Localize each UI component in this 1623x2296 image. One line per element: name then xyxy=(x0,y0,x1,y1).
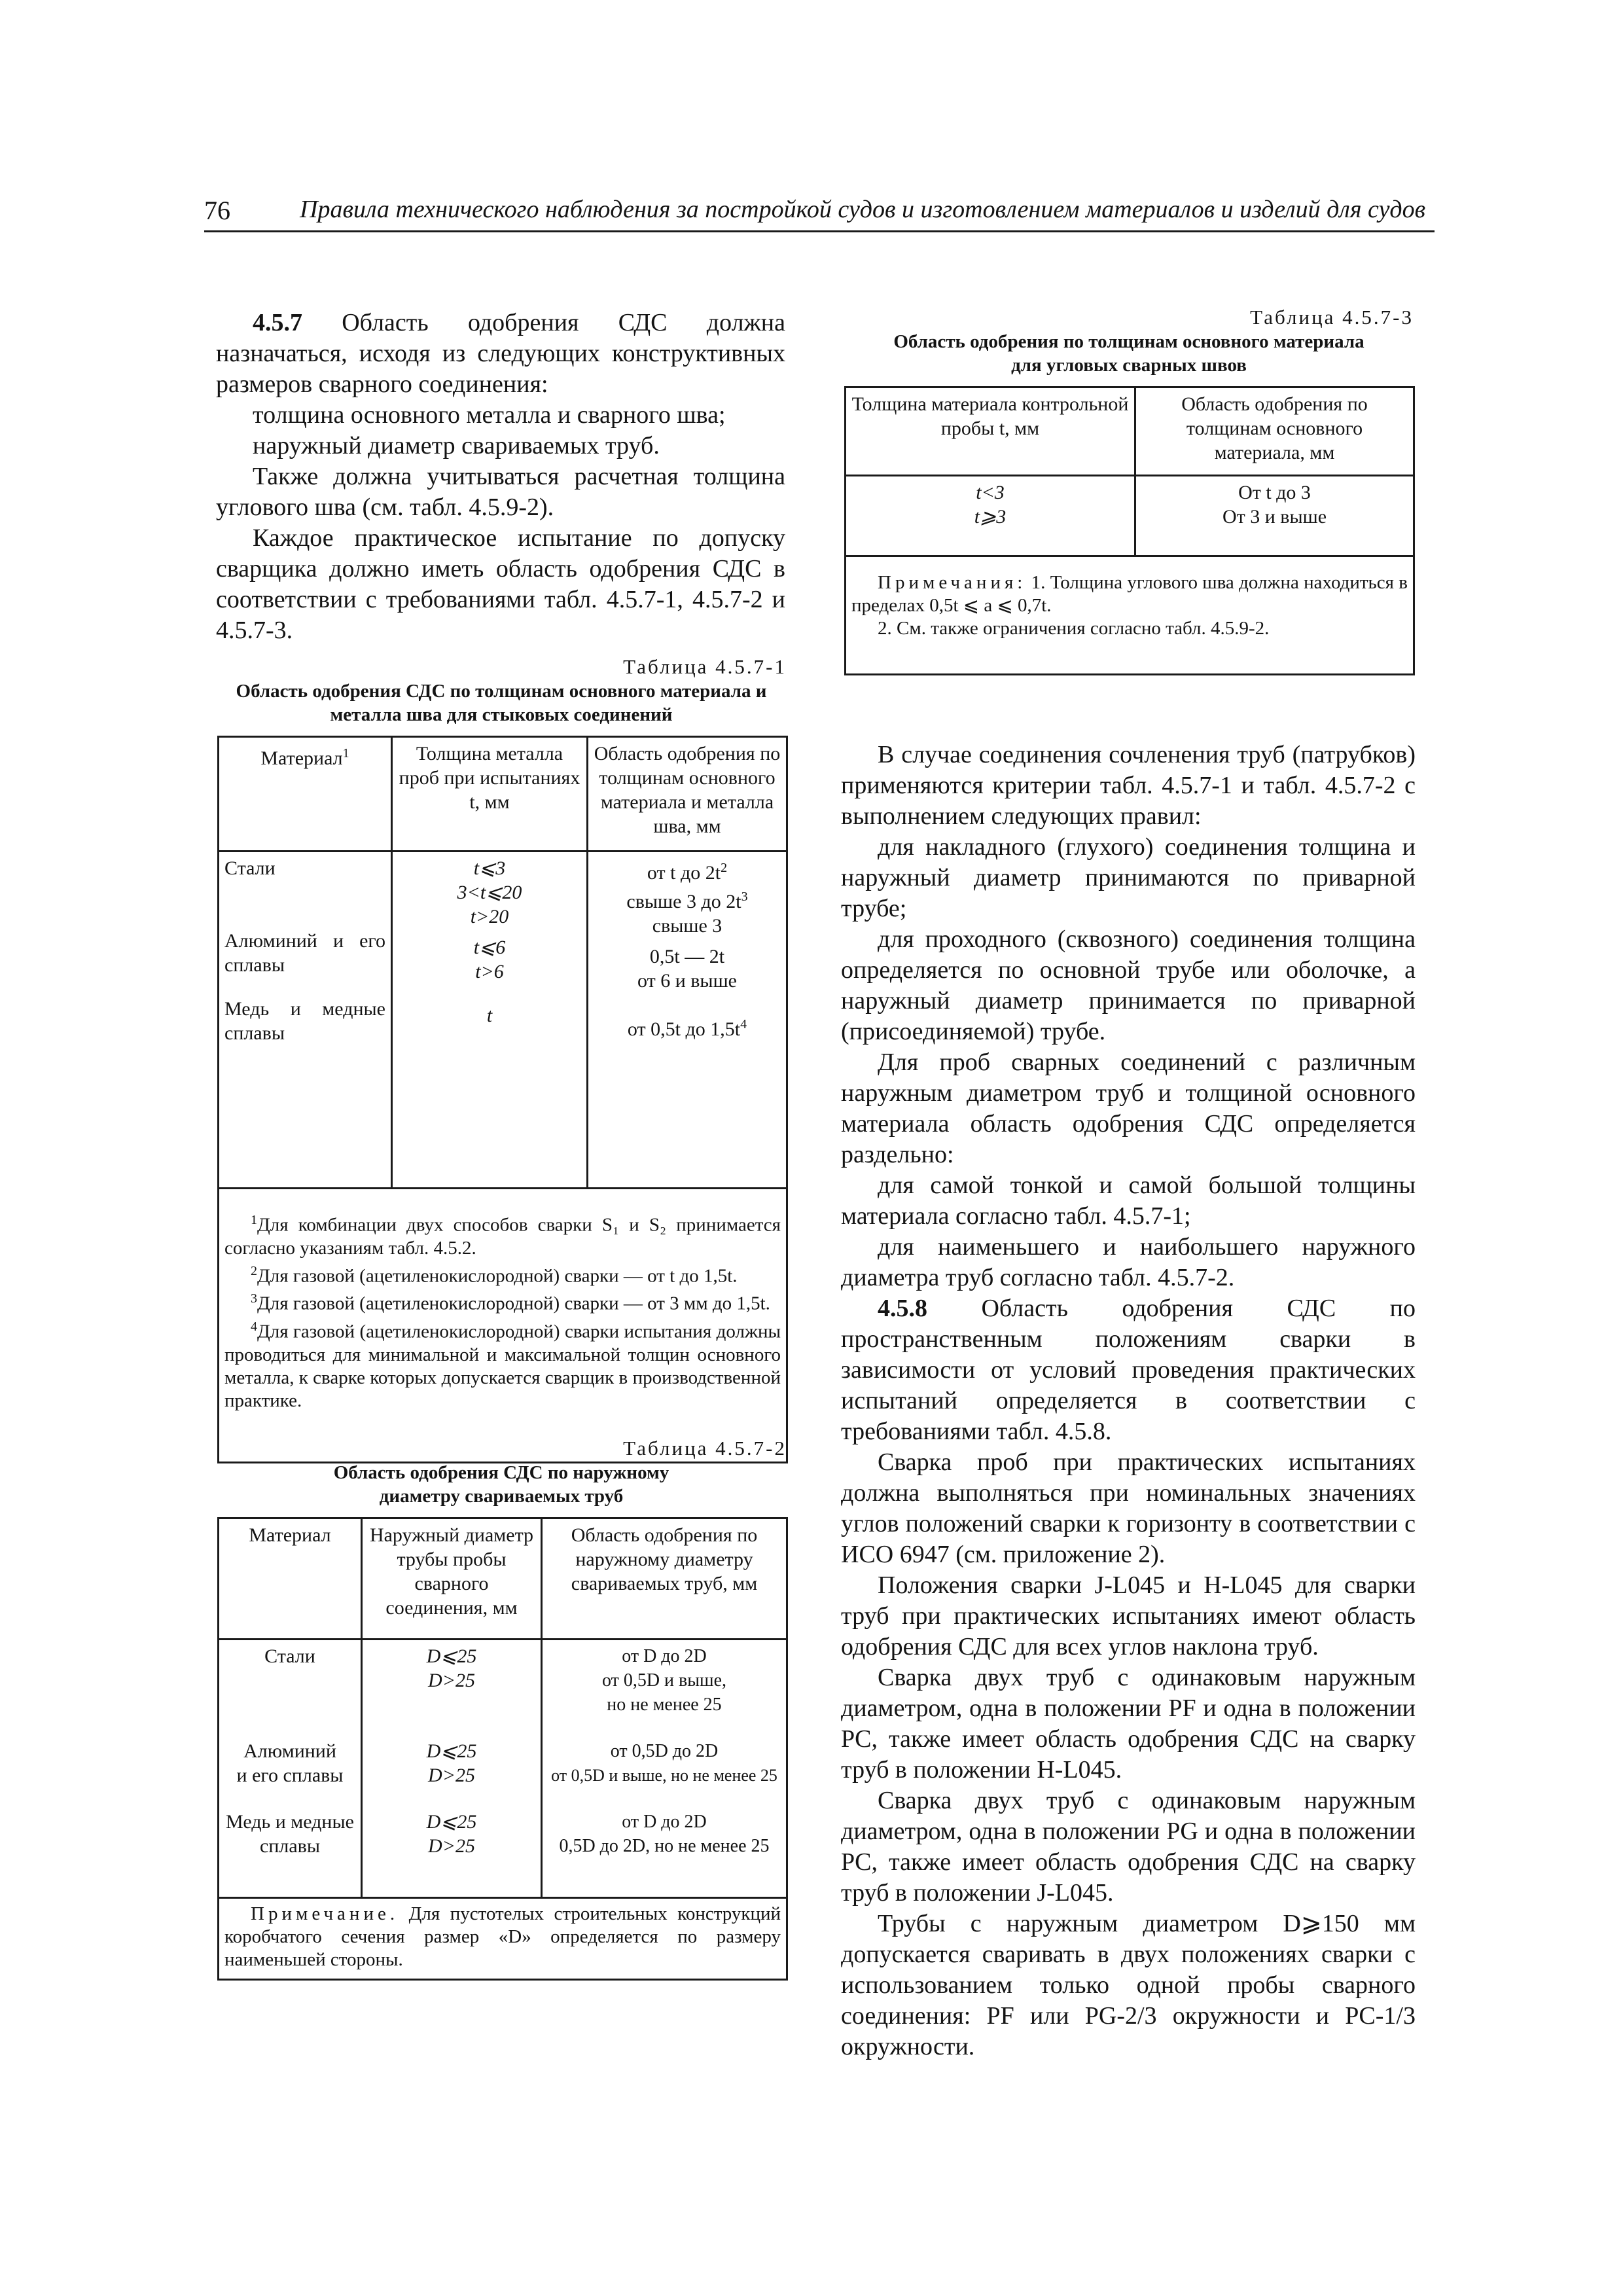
value: t>20 xyxy=(470,906,509,927)
table-label: Таблица 4.5.7-2 xyxy=(623,1437,787,1460)
footnote-text: Для газовой (ацетиленокислородной) сварки — от 3 мм до 1,5t. xyxy=(257,1293,770,1314)
header-rule xyxy=(204,230,1435,232)
footnote-ref: 4 xyxy=(740,1017,747,1031)
footnote-mark: 1 xyxy=(251,1213,257,1227)
area-cell xyxy=(1135,476,1414,556)
note-body: 1. Толщина углового шва должна находиться в пределах 0,5t ⩽ a ⩽ 0,7t. xyxy=(851,572,1408,616)
running-title: Правила технического наблюдения за постройкой судов и изготовлением материалов и изделий для судов xyxy=(300,196,1426,223)
paragraph: для самой тонкой и самой большой толщины материала согласно табл. 4.5.7-1; xyxy=(841,1172,1416,1230)
table-note xyxy=(219,1898,787,1980)
material-copper: сплавы xyxy=(260,1835,320,1857)
table-label: Таблица 4.5.7-3 xyxy=(1250,306,1414,329)
table-note xyxy=(846,556,1414,675)
thickness-cell xyxy=(392,852,588,1189)
paragraph: Сварка проб при практических испытаниях должна выполняться при номинальных значениях углов положений сварки к горизонту в соответствии с ИСО 6947 (см. приложение 2). xyxy=(841,1448,1416,1568)
header-cell xyxy=(219,737,392,852)
table-title: Область одобрения СДС по наружному диаметру свариваемых труб xyxy=(333,1462,669,1507)
table-title: Область одобрения по толщинам основного материала для угловых сварных швов xyxy=(893,331,1364,376)
paragraph: Положения сварки J-L045 и H-L045 для сварки труб при практических испытаниях имеют область одобрения СДС для всех углов наклона труб. xyxy=(841,1571,1416,1660)
footnote-text: Для комбинации двух способов сварки S₁ и S₂ принимается согласно указаниям табл. 4.5.2. xyxy=(224,1214,781,1259)
footnote-mark: 4 xyxy=(251,1319,257,1334)
paragraph: толщина основного металла и сварного шва; xyxy=(253,401,726,429)
paragraph-4-5-7 xyxy=(216,308,785,400)
footnote-ref: 2 xyxy=(721,861,728,875)
header-cell: Область одобрения по толщинам основного материала, мм xyxy=(1135,387,1414,476)
material-copper: Медь и медные сплавы xyxy=(224,998,385,1044)
area-cell xyxy=(542,1640,787,1898)
paragraph-text: Область одобрения СДС должна назначаться, исходя из следующих конструктивных размеров сварного соединения: xyxy=(216,309,785,398)
value: t<3 xyxy=(976,482,1005,503)
footnote xyxy=(224,1209,781,1260)
table-title: Область одобрения СДС по толщинам основного материала и металла шва для стыковых соединений xyxy=(236,681,767,725)
paragraph: Каждое практическое испытание по допуску сварщика должно иметь область одобрения СДС в соответствии с требованиями табл. 4.5.7-1, 4.5.7-2 и 4.5.7-3. xyxy=(216,524,785,644)
footnote xyxy=(224,1316,781,1412)
paragraph: В случае соединения сочленения труб (патрубков) применяются критерии табл. 4.5.7-1 и табл. 4.5.7-2 с выполнением следующих правил: xyxy=(841,741,1416,830)
note-text xyxy=(224,1903,781,1971)
material-cell xyxy=(219,852,392,1189)
section-number: 4.5.8 xyxy=(878,1295,927,1322)
footnote-ref: 1 xyxy=(342,746,349,761)
header-text: Материал xyxy=(260,747,343,769)
value: но не менее 25 xyxy=(607,1695,722,1715)
value: t xyxy=(486,1005,493,1026)
value: от D до 2D xyxy=(622,1812,707,1832)
value-text: от t до 2t xyxy=(647,862,721,884)
value: D>25 xyxy=(428,1670,475,1691)
value: от 6 и выше xyxy=(637,970,737,992)
value: D>25 xyxy=(428,1835,475,1857)
right-column-text xyxy=(841,740,1416,2062)
paragraph: Для проб сварных соединений с различным наружным диаметром труб и толщиной основного материала область одобрения СДС определяется раздельно: xyxy=(841,1049,1416,1168)
header-cell: Материал xyxy=(219,1518,362,1640)
value: 0,5t — 2t xyxy=(649,946,725,967)
table-4-5-7-2 xyxy=(217,1517,788,1981)
value: от 0,5D и выше, но не менее 25 xyxy=(551,1766,777,1785)
paragraph: для наименьшего и наибольшего наружного диаметра труб согласно табл. 4.5.7-2. xyxy=(841,1233,1416,1291)
header-cell: Толщина материала контрольной пробы t, мм xyxy=(846,387,1135,476)
material-cell xyxy=(219,1640,362,1898)
page-number: 76 xyxy=(204,196,230,225)
header-cell: Толщина металла проб при испытаниях t, мм xyxy=(392,737,588,852)
paragraph: для проходного (сквозного) соединения толщина определяется по основной трубе или оболочке, а наружный диаметр принимается по приварной (присоединяемой) трубе. xyxy=(841,925,1416,1045)
table-footnotes xyxy=(219,1189,787,1463)
table-4-5-7-3 xyxy=(844,386,1415,675)
paragraph: Также должна учитываться расчетная толщина углового шва (см. табл. 4.5.9-2). xyxy=(216,463,785,521)
value: t⩽3 xyxy=(473,857,506,879)
left-column-text xyxy=(216,308,785,646)
table-4-5-7-1 xyxy=(217,736,788,1463)
value: От t до 3 xyxy=(1238,482,1311,503)
footnote-mark: 3 xyxy=(251,1291,257,1306)
note-label: Примечания: xyxy=(878,572,1027,593)
footnote-ref: 3 xyxy=(741,889,748,904)
table-4-5-7-2-caption xyxy=(216,1436,787,1508)
value: 0,5D до 2D, но не менее 25 xyxy=(559,1836,770,1856)
material-steel: Стали xyxy=(224,857,276,879)
note-text xyxy=(851,571,1408,617)
value: от D до 2D xyxy=(622,1646,707,1666)
note-body: 2. См. также ограничения согласно табл. 4.5.9-2. xyxy=(878,618,1270,639)
value: D⩽25 xyxy=(426,1645,477,1667)
value: D>25 xyxy=(428,1765,475,1786)
table-4-5-7-3-caption xyxy=(844,305,1414,377)
footnote-mark: 2 xyxy=(251,1263,257,1278)
value: от 0,5D до 2D xyxy=(610,1741,719,1761)
note-body: Для пустотелых строительных конструкций коробчатого сечения размер «D» определяется по размеру наименьшей стороны. xyxy=(224,1903,781,1970)
header-cell: Область одобрения по наружному диаметру свариваемых труб, мм xyxy=(542,1518,787,1640)
material-aluminium: Алюминий xyxy=(243,1740,336,1762)
value-text: свыше 3 до 2t xyxy=(626,891,741,912)
section-number: 4.5.7 xyxy=(253,309,302,336)
value: От 3 и выше xyxy=(1222,506,1327,528)
paragraph: для накладного (глухого) соединения толщина и наружный диаметр принимаются по приварной трубе; xyxy=(841,833,1416,922)
value-text: от 0,5t до 1,5t xyxy=(627,1018,741,1040)
material-copper: Медь и медные xyxy=(226,1811,354,1833)
value: свыше 3 xyxy=(652,915,722,937)
value: D⩽25 xyxy=(426,1811,477,1833)
note-label: Примечание. xyxy=(251,1903,399,1924)
material-aluminium: и его сплавы xyxy=(236,1765,344,1786)
paragraph-text: Область одобрения СДС по пространственным положениям сварки в зависимости от условий проведения практических испытаний определяется в соответствии с требованиями табл. 4.5.8. xyxy=(841,1295,1416,1445)
footnote-text: Для газовой (ацетиленокислородной) сварки испытания должны проводиться для минимальной и максимальной толщин основного металла, к сварке которых допускается сварщик в производственной практике. xyxy=(224,1321,781,1411)
thickness-cell xyxy=(846,476,1135,556)
value: t>6 xyxy=(475,961,504,982)
paragraph: Сварка двух труб с одинаковым наружным диаметром, одна в положении PF и одна в положении PC, также имеет область одобрения СДС на сварку труб в положении H-L045. xyxy=(841,1664,1416,1784)
value: от 0,5D и выше, xyxy=(601,1670,727,1691)
table-label: Таблица 4.5.7-1 xyxy=(623,655,787,678)
footnote xyxy=(224,1287,781,1316)
paragraph: Сварка двух труб с одинаковым наружным диаметром, одна в положении PG и одна в положении PC, также имеет область одобрения СДС на сварку труб в положении J-L045. xyxy=(841,1787,1416,1907)
header-cell: Наружный диаметр трубы пробы сварного соединения, мм xyxy=(362,1518,542,1640)
material-steel: Стали xyxy=(264,1645,315,1667)
material-aluminium: Алюминий и его сплавы xyxy=(224,930,385,976)
value xyxy=(594,885,781,914)
diameter-cell xyxy=(362,1640,542,1898)
paragraph: Трубы с наружным диаметром D⩾150 мм допускается сваривать в двух положениях сварки с использованием только одной пробы сварного соединения: PF или PG-2/3 окружности и PC-1/3 окружности. xyxy=(841,1910,1416,2060)
value: 3<t⩽20 xyxy=(457,882,522,903)
footnote-text: Для газовой (ацетиленокислородной) сварки — от t до 1,5t. xyxy=(257,1265,738,1287)
header-cell: Область одобрения по толщинам основного материала и металла шва, мм xyxy=(588,737,787,852)
table-4-5-7-1-caption xyxy=(216,655,787,726)
paragraph: наружный диаметр свариваемых труб. xyxy=(253,432,660,459)
value: D⩽25 xyxy=(426,1740,477,1762)
paragraph-4-5-8 xyxy=(841,1293,1416,1447)
value xyxy=(594,1013,781,1041)
area-cell xyxy=(588,852,787,1189)
value: t⩽6 xyxy=(473,937,506,958)
value: t⩾3 xyxy=(974,506,1007,528)
footnote xyxy=(224,1260,781,1288)
value xyxy=(594,856,781,885)
